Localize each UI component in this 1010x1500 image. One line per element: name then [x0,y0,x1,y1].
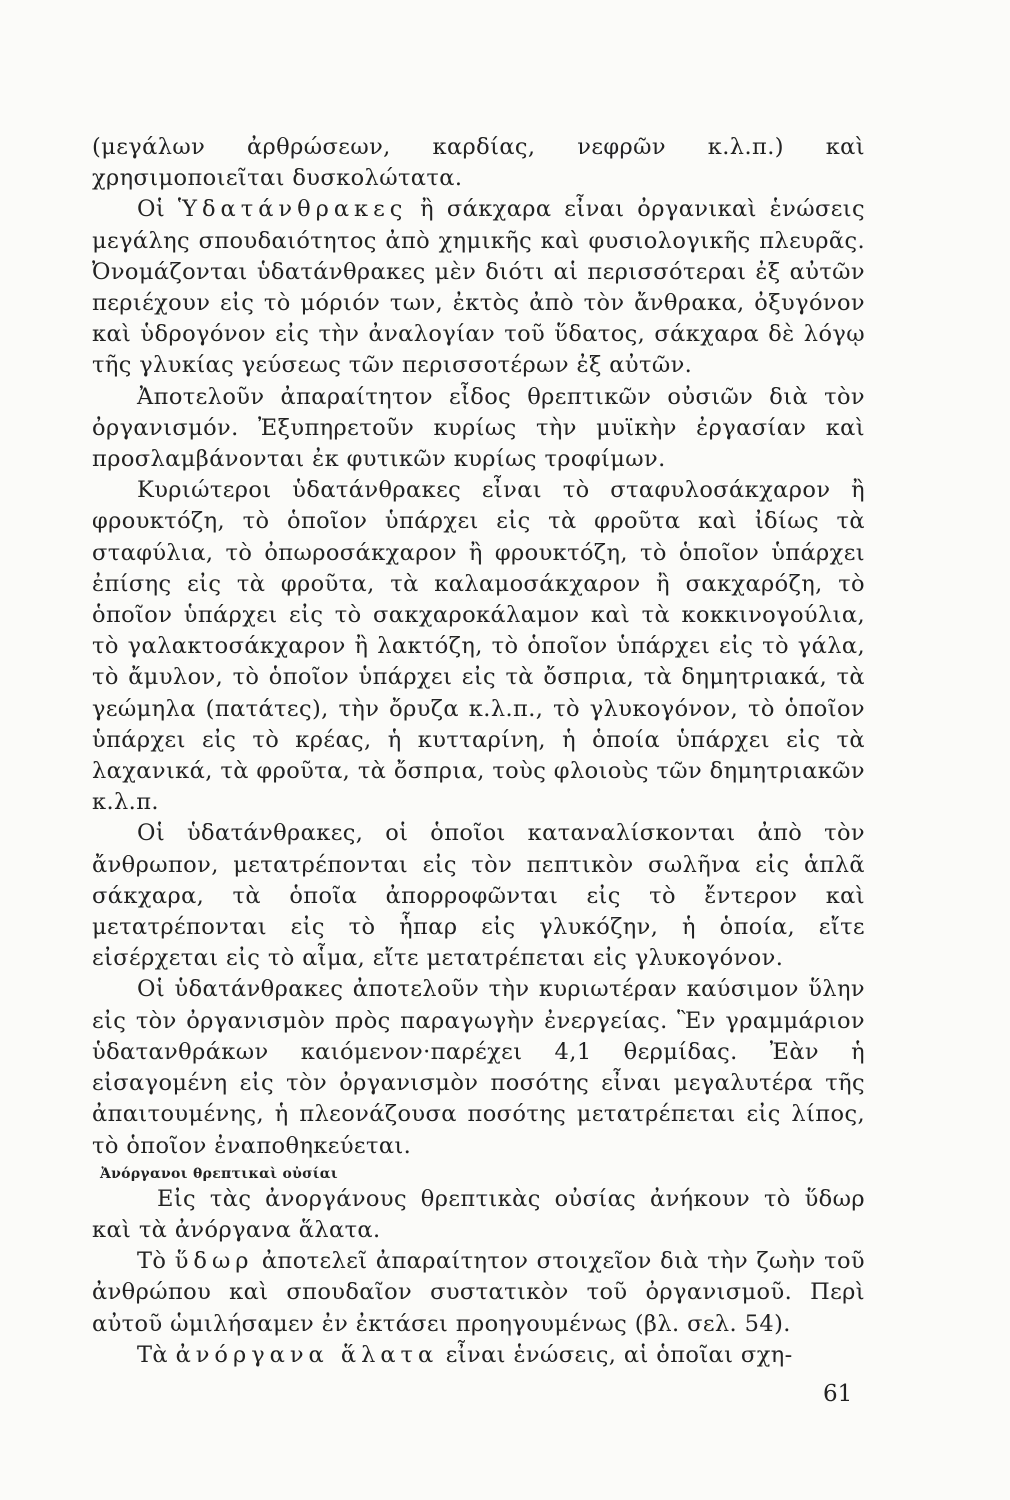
paragraph-carbohydrate-energy: Οἱ ὑδατάνθρακες ἀποτελοῦν τὴν κυριωτέραν καύσιμον ὕλην εἰς τὸν ὀργανισμὸν πρὸς παραγωγὴν ἐνεργείας. Ἓν γραμμάριον ὑδατανθράκων καιόμενον·παρέχει 4,1 θερμίδας. Ἐὰν ἡ εἰσαγομένη εἰς τὸν ὀργανισμὸν ποσότης εἶναι μεγαλυτέρα τῆς ἀπαιτουμένης, ἡ πλεονάζουσα ποσότης μετατρέπεται εἰς λίπος, τὸ ὁποῖον ἐναποθηκεύεται. [92,976,865,1159]
paragraph-carbohydrates-role: Ἀποτελοῦν ἀπαραίτητον εἶδος θρεπτικῶν οὐσιῶν διὰ τὸν ὀργανισμόν. Ἐξυπηρετοῦν κυρίως τὴν μυϊκὴν ἐργασίαν καὶ προσλαμβάνονται ἐκ φυτικῶν κυρίως τροφίμων. [92,383,865,473]
page-number: 61 [823,1381,853,1407]
paragraph-continuation: (μεγάλων ἀρθρώσεων, καρδίας, νεφρῶν κ.λ.π.) καὶ χρησιμοποιεῖται δυσκολώτατα. [92,134,865,192]
section-heading: Ἀνόργανοι θρεπτικαὶ οὐσίαι [100,1165,338,1182]
paragraph-lead: Οἱ [137,196,178,223]
paragraph-lead: Τὸ [137,1248,175,1275]
paragraph-body: εἶναι ἑνώσεις, αἱ ὁποῖαι σχη- [438,1341,793,1368]
body-text [92,132,865,1371]
paragraph-water [92,1246,865,1340]
paragraph-lead: Τὰ [137,1341,176,1368]
paragraph-carbohydrates-intro [92,194,865,381]
spaced-term-water: ὕδωρ [174,1248,254,1275]
paragraph-carbohydrate-types: Κυριώτεροι ὑδατάνθρακες εἶναι τὸ σταφυλοσάκχαρον ἢ φρουκτόζη, τὸ ὁποῖον ὑπάρχει εἰς τὰ φροῦτα καὶ ἰδίως τὰ σταφύλια, τὸ ὀπωροσάκχαρον ἢ φρουκτόζη, τὸ ὁποῖον ὑπάρχει ἐπίσης εἰς τὰ φροῦτα, τὰ καλαμοσάκχαρον ἢ σακχαρόζη, τὸ ὁποῖον ὑπάρχει εἰς τὸ σακχαροκάλαμον καὶ τὰ κοκκινογούλια, τὸ γαλακτοσάκχαρον ἢ λακτόζη, τὸ ὁποῖον ὑπάρχει εἰς τὸ γάλα, τὸ ἄμυλον, τὸ ὁποῖον ὑπάρχει εἰς τὰ ὄσπρια, τὰ δημητριακά, τὰ γεώμηλα (πατάτες), τὴν ὄρυζα κ.λ.π., τὸ γλυκογόνον, τὸ ὁποῖον ὑπάρχει εἰς τὸ κρέας, ἡ κυτταρίνη, ἡ ὁποία ὑπάρχει εἰς τὰ λαχανικά, τὰ φροῦτα, τὰ ὄσπρια, τοὺς φλοιοὺς τῶν δημητριακῶν κ.λ.π. [92,477,865,816]
paragraph-body: ἢ σάκχαρα εἶναι ὀργανικαὶ ἑνώσεις μεγάλης σπουδαιότητος ἀπὸ χημικῆς καὶ φυσιολογικῆς πλευρᾶς. Ὀνομάζονται ὑδατάνθρακες μὲν διότι αἱ περισσότεραι ἐξ αὐτῶν περιέχουν εἰς τὸ μόριόν των, ἐκτὸς ἀπὸ τὸν ἄνθρακα, ὀξυγόνον καὶ ὑδρογόνον εἰς τὴν ἀναλογίαν τοῦ ὕδατος, σάκχαρα δὲ λόγῳ τῆς γλυκίας γεύσεως τῶν περισσοτέρων ἐξ αὐτῶν. [92,196,865,379]
paragraph-carbohydrate-digestion: Οἱ ὑδατάνθρακες, οἱ ὁποῖοι καταναλίσκονται ἀπὸ τὸν ἄνθρωπον, μετατρέπονται εἰς τὸν πεπτικὸν σωλῆνα εἰς ἁπλᾶ σάκχαρα, τὰ ὁποῖα ἀπορροφῶνται εἰς τὸ ἔντερον καὶ μετατρέπονται εἰς τὸ ἧπαρ εἰς γλυκόζην, ἡ ὁποία, εἴτε εἰσέρχεται εἰς τὸ αἷμα, εἴτε μετατρέπεται εἰς γλυκογόνον. [92,820,865,972]
paragraph-salts [92,1340,865,1371]
paragraph-inorganic-intro: Εἰς τὰς ἀνοργάνους θρεπτικὰς οὐσίας ἀνήκουν τὸ ὕδωρ καὶ τὰ ἀνόργανα ἅλατα. [92,1185,865,1243]
paragraph-body: ἀποτελεῖ ἀπαραίτητον στοιχεῖον διὰ τὴν ζωὴν τοῦ ἀνθρώπου καὶ σπουδαῖον συστατικὸν τοῦ ὀργανισμοῦ. Περὶ αὐτοῦ ὡμιλήσαμεν ἐν ἐκτάσει προηγουμένως (βλ. σελ. 54). [92,1248,865,1337]
spaced-term-inorganic-salts: ἀνόργανα ἅλατα [175,1341,439,1368]
spaced-term-carbohydrates: Ὑδατάνθρακες [177,196,408,223]
